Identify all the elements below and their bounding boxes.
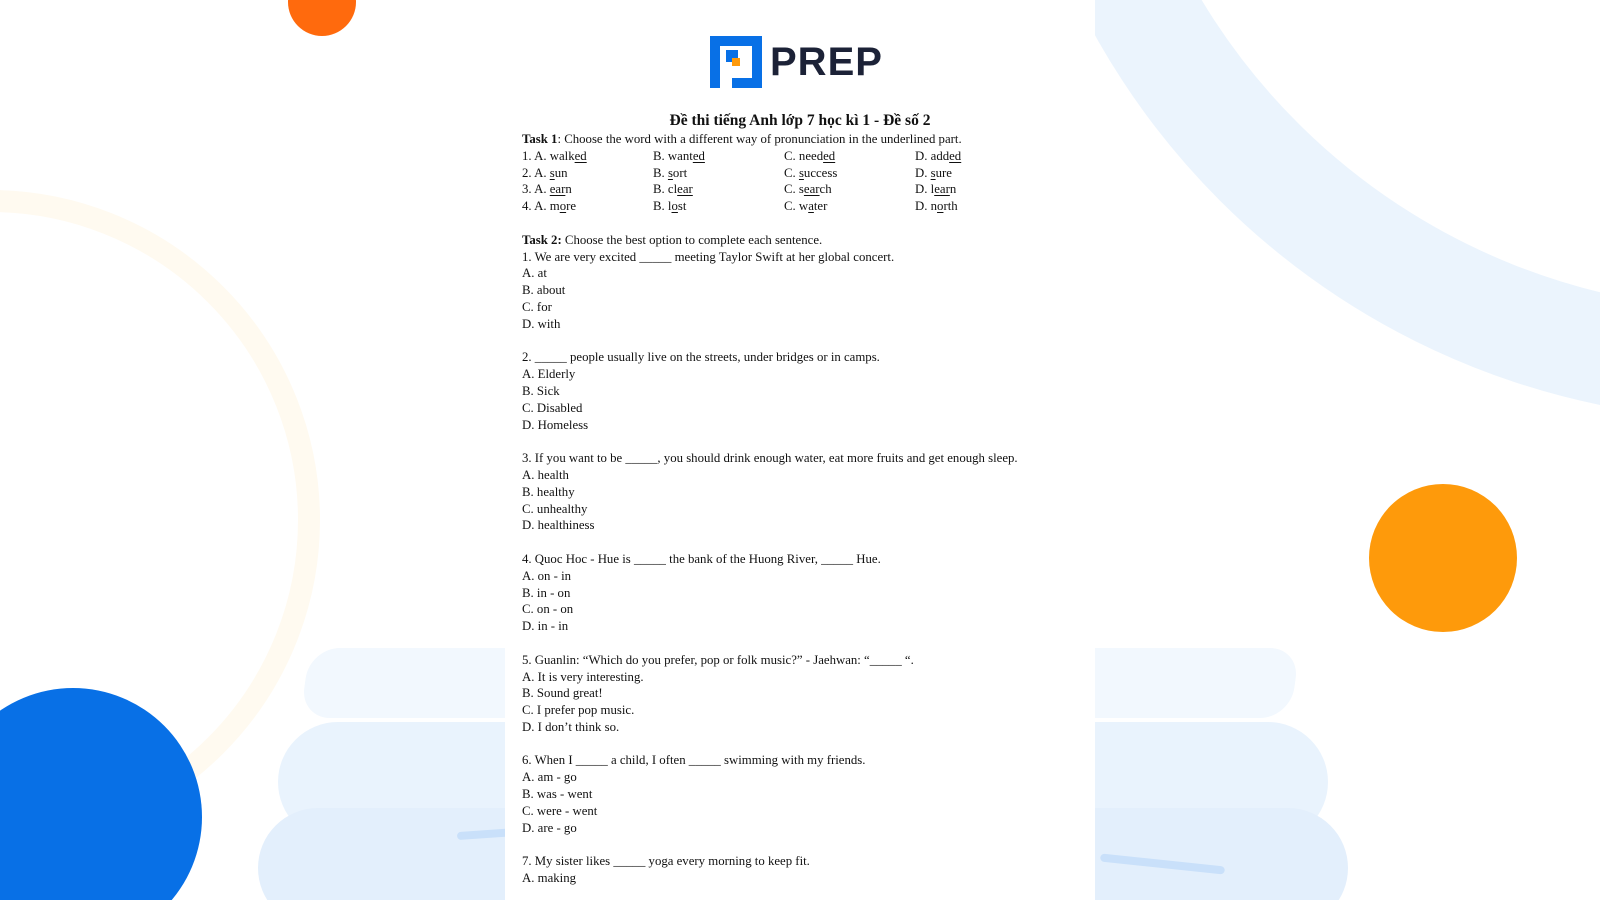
question-text: 7. My sister likes _____ yoga every morning to keep fit.: [522, 854, 810, 869]
answer-option: C. for: [522, 299, 552, 314]
question-text: 4. Quoc Hoc - Hue is _____ the bank of the Huong River, _____ Hue.: [522, 551, 881, 566]
spacer: [522, 635, 1082, 652]
task1-option-text: C. need: [784, 148, 824, 163]
document-title: Đề thi tiếng Anh lớp 7 học kì 1 - Đề số 2: [669, 112, 931, 129]
answer-option: B. Sound great!: [522, 686, 603, 701]
spacer: [522, 736, 1082, 753]
task1-option: [653, 198, 784, 215]
task1-option-text: D. l: [915, 182, 935, 197]
exam-document: [505, 0, 1095, 900]
answer-option: B. in - on: [522, 585, 571, 600]
answer-option: D. are - go: [522, 820, 577, 835]
task1-underlined-part: ear: [934, 182, 950, 197]
answer-option: B. healthy: [522, 484, 575, 499]
spacer: [522, 836, 1082, 853]
answer-option: A. making: [522, 871, 577, 886]
answer-option: D. with: [522, 316, 561, 331]
task1-table: [522, 148, 1082, 215]
spacer: [522, 333, 1082, 350]
task1-option: [915, 165, 1035, 182]
spacer: [522, 534, 1082, 551]
prep-logo-icon: [710, 36, 762, 88]
task1-underlined-part: s: [549, 165, 555, 180]
task1-underlined-part: o: [559, 199, 567, 214]
task1-option-text: st: [677, 199, 687, 214]
task1-option: [915, 198, 1035, 215]
question-text: 2. _____ people usually live on the streets, under bridges or in camps.: [522, 350, 880, 365]
prep-logo: [710, 36, 883, 88]
task1-row: [522, 198, 1082, 215]
decor-dot-orange-top: [288, 0, 356, 36]
answer-option: C. were - went: [522, 803, 598, 818]
task2-question-list: [522, 249, 1082, 887]
task1-option: [653, 148, 784, 165]
task1-underlined-part: s: [667, 165, 673, 180]
answer-option: D. I don’t think so.: [522, 719, 620, 734]
task1-underlined-part: s: [930, 165, 936, 180]
prep-logo-wordmark: PREP: [770, 40, 883, 84]
task1-option-text: ch: [819, 182, 832, 197]
task1-option-text: C. w: [784, 199, 809, 214]
answer-option: A. It is very interesting.: [522, 669, 644, 684]
task1-underlined-part: s: [798, 165, 804, 180]
question-text: 6. When I _____ a child, I often _____ swimming with my friends.: [522, 753, 866, 768]
task1-option-text: ter: [813, 199, 828, 214]
task1-row-number: 3.: [522, 182, 535, 197]
task1-underlined-part: ed: [574, 148, 587, 163]
task1-option: [784, 198, 915, 215]
document-content: [522, 131, 1082, 887]
task1-option: [784, 165, 915, 182]
task1-option-text: A.: [534, 165, 550, 180]
task1-underlined-part: ear: [803, 182, 820, 197]
answer-option: C. unhealthy: [522, 501, 588, 516]
task1-option-text: n: [949, 182, 957, 197]
task1-option: [784, 148, 915, 165]
task1-option: [653, 165, 784, 182]
answer-option: A. health: [522, 467, 569, 482]
task2-heading: [522, 232, 1082, 249]
task1-option: [522, 165, 653, 182]
answer-option: A. at: [522, 266, 547, 281]
task1-underlined-part: o: [937, 199, 944, 214]
question-text: 5. Guanlin: “Which do you prefer, pop or folk music?” - Jaehwan: “_____ “.: [522, 652, 914, 667]
answer-option: C. I prefer pop music.: [522, 703, 635, 718]
task2-label: Task 2:: [522, 232, 562, 247]
task1-option: [653, 181, 784, 198]
task1-option-text: rth: [943, 199, 958, 214]
task1-option: [915, 181, 1035, 198]
task1-row-number: 2.: [522, 165, 535, 180]
task1-row-number: 4.: [522, 199, 535, 214]
task1-option: [522, 198, 653, 215]
task1-option-text: D. add: [915, 148, 950, 163]
answer-option: A. am - go: [522, 770, 577, 785]
task1-option: [915, 148, 1035, 165]
task1-option-text: B. l: [653, 199, 672, 214]
task1-option-text: C. s: [784, 182, 804, 197]
task1-option-text: uccess: [803, 165, 838, 180]
task1-heading: [522, 131, 1082, 148]
task1-option-text: B.: [653, 165, 668, 180]
answer-option: A. Elderly: [522, 367, 576, 382]
answer-option: B. was - went: [522, 787, 593, 802]
task1-option: [522, 181, 653, 198]
answer-option: C. Disabled: [522, 400, 583, 415]
task1-option-text: re: [566, 199, 577, 214]
task1-option-text: B. cl: [653, 182, 678, 197]
task1-option: [784, 181, 915, 198]
task1-option-text: D. n: [915, 199, 938, 214]
task1-underlined-part: a: [808, 199, 814, 214]
answer-option: D. healthiness: [522, 518, 595, 533]
task1-option-text: D.: [915, 165, 931, 180]
task1-option-text: ure: [935, 165, 952, 180]
answer-option: B. about: [522, 283, 566, 298]
answer-option: D. Homeless: [522, 417, 589, 432]
task1-row: [522, 181, 1082, 198]
task1-option-text: ort: [672, 165, 688, 180]
task1-row: [522, 148, 1082, 165]
task1-underlined-part: o: [671, 199, 678, 214]
task1-underlined-part: ear: [677, 182, 693, 197]
task1-row-number: 1.: [522, 148, 535, 163]
task1-label: Task 1: [522, 132, 558, 146]
task1-underlined-part: ed: [692, 148, 705, 163]
task1-option-text: C.: [784, 165, 799, 180]
decor-dot-orange-right: [1369, 484, 1517, 632]
task1-option: [522, 148, 653, 165]
spacer: [522, 215, 1082, 232]
spacer: [522, 433, 1082, 450]
task1-option-text: B. want: [653, 148, 693, 163]
task1-underlined-part: ed: [949, 148, 962, 163]
task1-option-text: A.: [534, 182, 550, 197]
task1-row: [522, 165, 1082, 182]
question-text: 1. We are very excited _____ meeting Taylor Swift at her global concert.: [522, 249, 895, 264]
task1-option-text: A. m: [534, 199, 560, 214]
answer-option: B. Sick: [522, 383, 560, 398]
task1-instruction: : Choose the word with a different way of pronunciation in the underlined part.: [557, 132, 962, 146]
answer-option: A. on - in: [522, 568, 572, 583]
question-text: 3. If you want to be _____, you should drink enough water, eat more fruits and get enough sleep.: [522, 451, 1018, 466]
task1-underlined-part: ed: [823, 148, 836, 163]
task1-option-text: n: [565, 182, 572, 197]
task1-option-text: A. walk: [534, 148, 575, 163]
task1-underlined-part: ear: [549, 182, 566, 197]
answer-option: D. in - in: [522, 619, 569, 634]
task1-option-text: un: [554, 165, 568, 180]
task2-instruction: Choose the best option to complete each sentence.: [561, 232, 823, 247]
answer-option: C. on - on: [522, 602, 574, 617]
